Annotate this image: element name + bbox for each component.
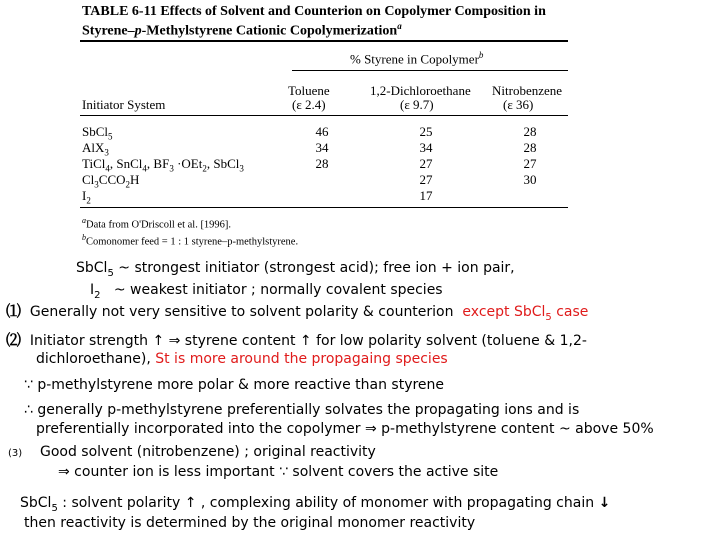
cell-r4-dce: 27 bbox=[419, 172, 433, 187]
note-because: ∵ p-methylstyrene more polar & more reactive than styrene bbox=[24, 377, 445, 393]
initiator-cl3cco2h: $Cl_3CCO_2H$ bbox=[82, 172, 140, 190]
initiator-i2: $I_2$ bbox=[82, 188, 91, 206]
cell-r3-toluene: 28 bbox=[315, 156, 329, 171]
col-toluene-eps: (ε 2.4) bbox=[292, 97, 326, 112]
col-dce-name: 1,2-Dichloroethane bbox=[370, 83, 471, 98]
initiator-ticl4-group: TiCl$_4$, SnCl$_4$, $BF_3 \cdot OEt_2$, SbCl$_3$ bbox=[82, 156, 244, 174]
initiator-alx3: AlX$_3$ bbox=[82, 140, 109, 158]
note-item-2-line2: dichloroethane), St is more around the propagaing species bbox=[36, 351, 448, 367]
note-item-1: ⑴ Generally not very sensitive to solvent polarity & counterion except SbCl$_5$ case bbox=[6, 302, 589, 323]
cell-r2-dce: 34 bbox=[419, 140, 433, 155]
cell-r3-dce: 27 bbox=[419, 156, 433, 171]
note-item-2-line1: ⑵ Initiator strength ↑ ⇒ styrene content ↑ for low polarity solvent (toluene & 1,2- bbox=[6, 331, 587, 349]
cell-r1-dce: 25 bbox=[419, 124, 433, 139]
note-final-line1: SbCl$_5$ : solvent polarity ↑ , complexing ability of monomer with propagating chain ↓ bbox=[20, 495, 611, 514]
note-item-3-line2: ⇒ counter ion is less important ∵ solvent covers the active site bbox=[58, 464, 499, 480]
note-final-line2: then reactivity is determined by the original monomer reactivity bbox=[24, 515, 476, 531]
col-nitro-name: Nitrobenzene bbox=[492, 83, 563, 98]
cell-r2-nitro: 28 bbox=[523, 140, 537, 155]
cell-r1-toluene: 46 bbox=[315, 124, 329, 139]
note-sbcl5: SbCl$_5$ ~ strongest initiator (strongest acid); free ion + ion pair, bbox=[76, 260, 515, 279]
header-rule bbox=[80, 115, 568, 116]
table-title-line2: Styrene–p-Methylstyrene Cationic Copolymerization$^a$ bbox=[82, 21, 402, 39]
table-bottom-rule bbox=[80, 207, 568, 208]
cell-r3-nitro: 27 bbox=[523, 156, 537, 171]
table-top-rule bbox=[80, 40, 568, 42]
col-toluene-name: Toluene bbox=[288, 83, 330, 98]
note-i2: $I_2$ ~ weakest initiator ; normally covalent species bbox=[90, 282, 443, 301]
initiator-sbcl5: SbCl$_5$ bbox=[82, 124, 113, 142]
col-dce-eps: (ε 9.7) bbox=[400, 97, 434, 112]
note-therefore-line1: ∴ generally p-methylstyrene preferentially solvates the propagating ions and is bbox=[24, 402, 580, 418]
cell-r4-nitro: 30 bbox=[523, 172, 537, 187]
cell-r2-toluene: 34 bbox=[315, 140, 329, 155]
cell-r1-nitro: 28 bbox=[523, 124, 537, 139]
footnote-a: $^a$Data from O'Driscoll et al. [1996]. bbox=[82, 216, 232, 231]
row-header: Initiator System bbox=[82, 97, 166, 112]
group-header-rule bbox=[292, 70, 568, 71]
table-title-line1: TABLE 6-11 Effects of Solvent and Counterion on Copolymer Composition in bbox=[82, 4, 546, 19]
group-header: % Styrene in Copolymer$^b$ bbox=[350, 50, 484, 67]
col-nitro-eps: (ε 36) bbox=[503, 97, 534, 112]
cell-r5-dce: 17 bbox=[419, 188, 433, 203]
footnote-b: $^b$Comonomer feed = 1 : 1 styrene–p-methylstyrene. bbox=[82, 233, 299, 248]
note-therefore-line2: preferentially incorporated into the copolymer ⇒ p-methylstyrene content ~ above 50% bbox=[36, 421, 654, 437]
note-item-3-line1: (3) Good solvent (nitrobenzene) ; original reactivity bbox=[8, 444, 376, 460]
table-title bbox=[82, 4, 546, 39]
